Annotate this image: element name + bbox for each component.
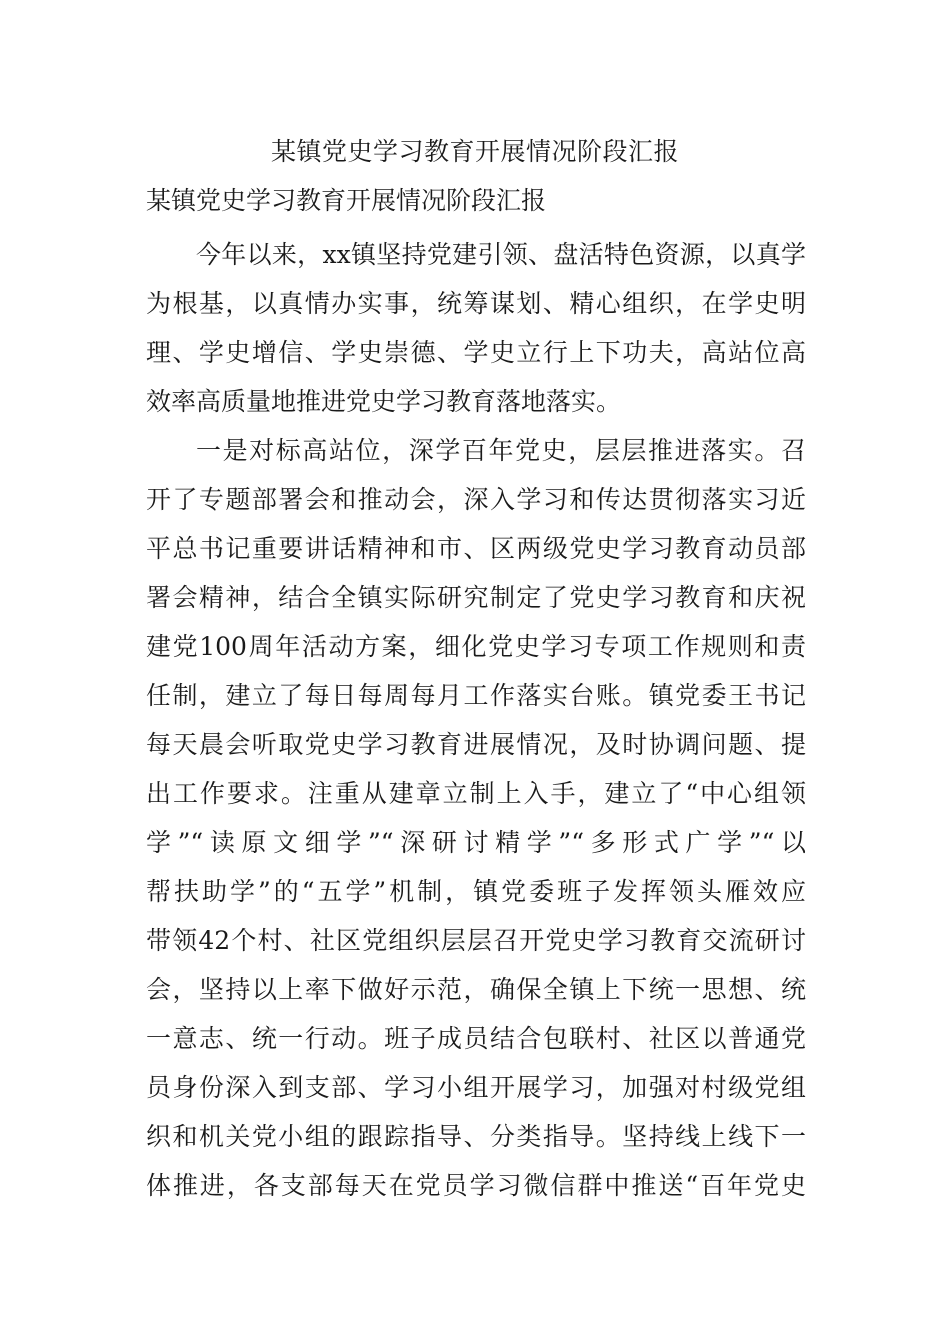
- paragraph-2-line-10: 帮扶助学”的“五学”机制，镇党委班子发挥领头雁效应: [146, 877, 806, 906]
- paragraph-2-line-1: 一是对标高站位，深学百年党史，层层推进落实。召: [196, 436, 806, 465]
- document-subtitle: 某镇党史学习教育开展情况阶段汇报: [146, 186, 547, 215]
- paragraph-2-line-5: 建党100周年活动方案，细化党史学习专项工作规则和责: [146, 632, 806, 661]
- paragraph-1-line-4: 效率高质量地推进党史学习教育落地落实。: [146, 387, 622, 416]
- paragraph-2-line-12: 会，坚持以上率下做好示范，确保全镇上下统一思想、统: [146, 975, 806, 1004]
- paragraph-2-line-2: 开了专题部署会和推动会，深入学习和传达贯彻落实习近: [146, 485, 806, 514]
- paragraph-2-line-3: 平总书记重要讲话精神和市、区两级党史学习教育动员部: [146, 534, 806, 563]
- paragraph-2-line-15: 织和机关党小组的跟踪指导、分类指导。坚持线上线下一: [146, 1122, 806, 1151]
- paragraph-2-line-14: 员身份深入到支部、学习小组开展学习，加强对村级党组: [146, 1073, 806, 1102]
- paragraph-2-line-11: 带领42个村、社区党组织层层召开党史学习教育交流研讨: [146, 926, 806, 955]
- document-title: 某镇党史学习教育开展情况阶段汇报: [270, 137, 679, 166]
- paragraph-2-line-7: 每天晨会听取党史学习教育进展情况，及时协调问题、提: [146, 730, 806, 759]
- paragraph-2-line-16: 体推进，各支部每天在党员学习微信群中推送“百年党史: [146, 1171, 806, 1200]
- paragraph-2-line-4: 署会精神，结合全镇实际研究制定了党史学习教育和庆祝: [146, 583, 806, 612]
- paragraph-2-line-13: 一意志、统一行动。班子成员结合包联村、社区以普通党: [146, 1024, 806, 1053]
- paragraph-1-line-2: 为根基，以真情办实事，统筹谋划、精心组织，在学史明: [146, 289, 806, 318]
- paragraph-2-line-9: 学”“读原文细学”“深研讨精学”“多形式广学”“以: [146, 828, 806, 857]
- paragraph-1-line-3: 理、学史增信、学史崇德、学史立行上下功夫，高站位高: [146, 338, 806, 367]
- paragraph-2-line-8: 出工作要求。注重从建章立制上入手，建立了“中心组领: [146, 779, 806, 808]
- paragraph-1-line-1: 今年以来，xx镇坚持党建引领、盘活特色资源，以真学: [196, 240, 806, 269]
- paragraph-2-line-6: 任制，建立了每日每周每月工作落实台账。镇党委王书记: [146, 681, 806, 710]
